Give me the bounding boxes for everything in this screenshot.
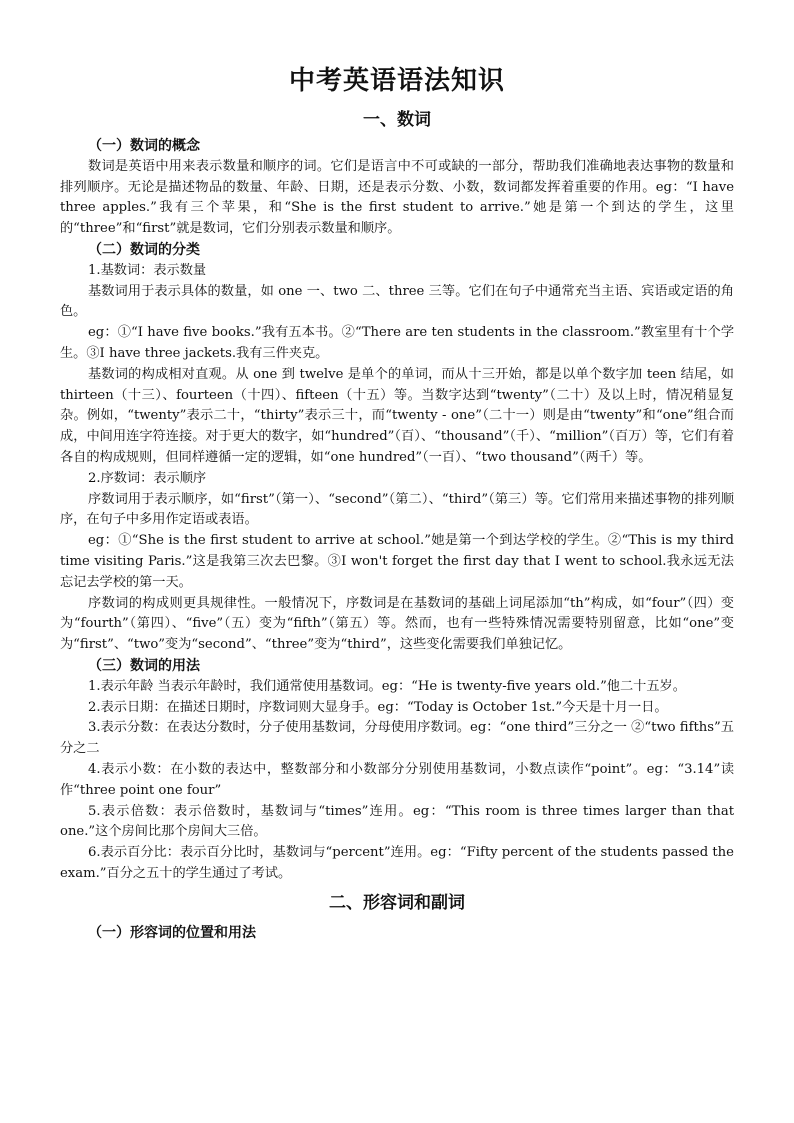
paragraph-concept: 数词是英语中用来表示数量和顺序的词。它们是语言中不可或缺的一部分，帮助我们准确地表达事物的数量和排列顺序。无论是描述物品的数量、年龄、日期，还是表示分数、小数，数词都发挥着重要的作用。eg：“I have three apples.”我有三个苹果，和“She is the first student to arrive.”她是第一个到达的学生，这里的“three”和“first”就是数词，它们分别表示数量和顺序。	[60, 158, 734, 237]
paragraph-ordinal-definition: 序数词用于表示顺序，如“first”（第一）、“second”（第二）、“third”（第三）等。它们常用来描述事物的排列顺序，在句子中多用作定语或表语。	[60, 491, 734, 528]
subsection-heading-usage: （三）数词的用法	[88, 657, 200, 674]
usage-item-decimal: 4.表示小数：在小数的表达中，整数部分和小数部分分别使用基数词，小数点读作“point”。eg：“3.14”读作“three point one four”	[60, 761, 734, 798]
section-heading-adjectives-adverbs: 二、形容词和副词	[329, 892, 465, 913]
paragraph-cardinal-formation: 基数词的构成相对直观。从 one 到 twelve 是单个的单词，而从十三开始，都是以单个数字加 teen 结尾，如 thirteen（十三）、fourteen（十四）、fifteen（十五）等。当数字达到“twenty”（二十）及以上时，情况稍显复杂。例如，“twenty”表示二十，“thirty”表示三十，而“twenty - one”（二十一）则是由“twenty”和“one”组合而成，中间用连字符连接。对于更大的数字，如“hundred”（百）、“thousand”（千）、“million”（百万）等，它们有着各自的构成规则，但同样遵循一定的逻辑，如“one hundred”（一百）、“two thousand”（两千）等。	[60, 366, 734, 465]
cardinal-title: 1.基数词：表示数量	[88, 262, 207, 278]
document-title: 中考英语语法知识	[288, 66, 505, 96]
usage-item-date: 2.表示日期：在描述日期时，序数词则大显身手。eg：“Today is October 1st.”今天是十月一日。	[88, 699, 668, 715]
usage-item-percent: 6.表示百分比：表示百分比时，基数词与“percent”连用。eg：“Fifty percent of the students passed the exam.”百分之五十的学生通过了考试。	[60, 845, 734, 881]
usage-item-age: 1.表示年龄 当表示年龄时，我们通常使用基数词。eg：“He is twenty-five years old.”他二十五岁。	[88, 678, 686, 694]
paragraph-ordinal-examples: eg：①“She is the first student to arrive at school.”她是第一个到达学校的学生。②“This is my third time visiting Paris.”这是我第三次去巴黎。③I won't forget the first day that I went to school.我永远无法忘记去学校的第一天。	[60, 533, 734, 590]
paragraph-cardinal-definition: 基数词用于表示具体的数量，如 one 一、two 二、three 三等。它们在句子中通常充当主语、宾语或定语的角色。	[60, 283, 734, 320]
usage-item-fraction: 3.表示分数：在表达分数时，分子使用基数词，分母使用序数词。eg：“one third”三分之一 ②“two fifths”五分之二	[60, 720, 734, 757]
document-page	[60, 62, 734, 943]
paragraph-ordinal-formation: 序数词的构成则更具规律性。一般情况下，序数词是在基数词的基础上词尾添加“th”构成，如“four”（四）变为“fourth”（第四）、“five”（五）变为“fifth”（第五）等。然而，也有一些特殊情况需要特别留意，比如“one”变为“first”、“two”变为“second”、“three”变为“third”，这些变化需要我们单独记忆。	[60, 595, 734, 653]
section-heading-numerals: 一、数词	[363, 110, 431, 130]
paragraph-cardinal-examples: eg：①“I have five books.”我有五本书。②“There are ten students in the classroom.”教室里有十个学生。③I have three jackets.我有三件夹克。	[60, 325, 734, 361]
subsection-heading-classification: （二）数词的分类	[88, 241, 200, 258]
subsection-heading-adjective-position: （一）形容词的位置和用法	[88, 924, 256, 941]
ordinal-title: 2.序数词：表示顺序	[88, 470, 207, 486]
subsection-heading-concept: （一）数词的概念	[88, 138, 200, 154]
usage-item-multiple: 5.表示倍数：表示倍数时，基数词与“times”连用。eg：“This room is three times larger than that one.”这个房间比那个房间大三倍。	[60, 803, 734, 840]
